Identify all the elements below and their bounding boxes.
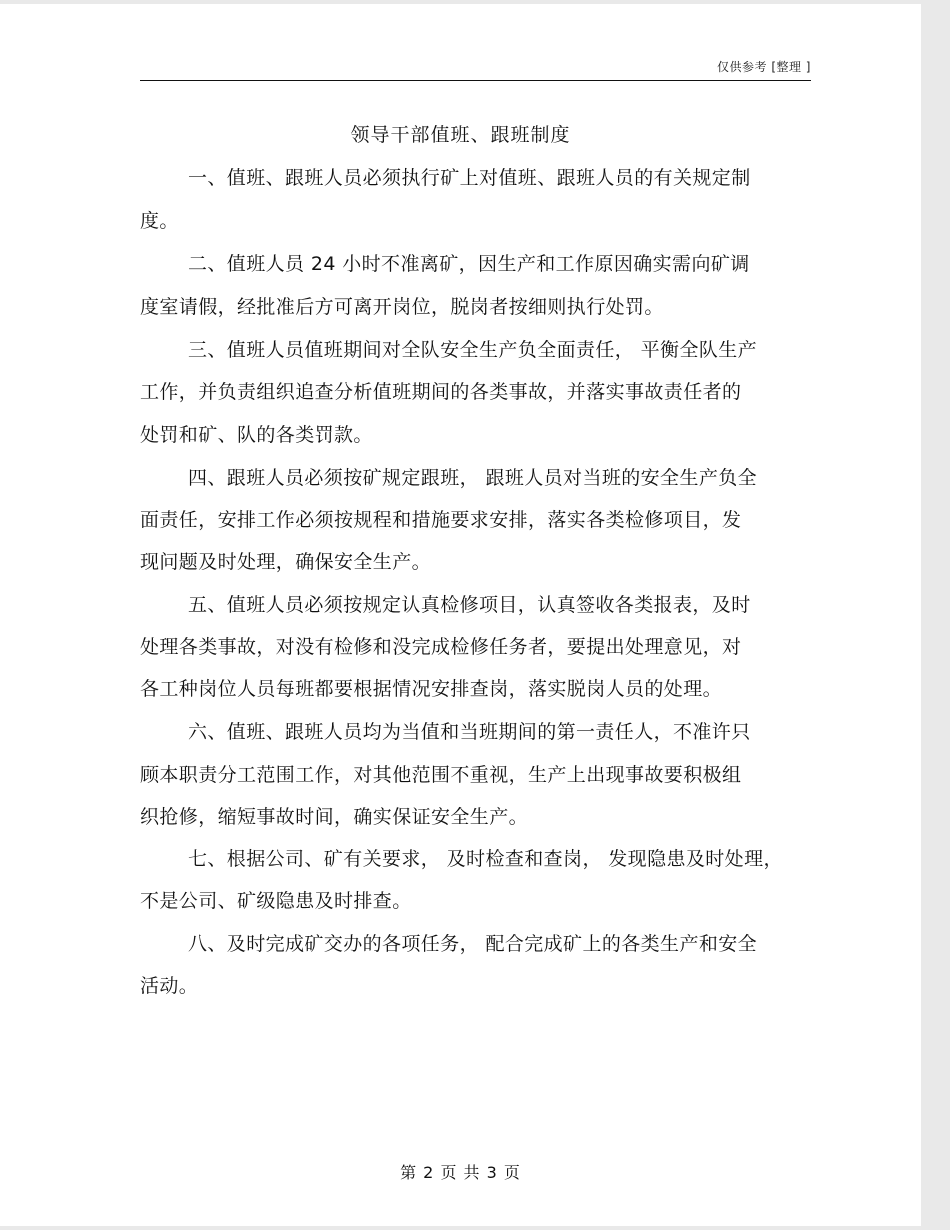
paragraph-line: 度。 [140,210,179,232]
paragraph-line: 织抢修，缩短事故时间，确实保证安全生产。 [140,806,529,828]
document-page [0,4,921,1226]
paragraph-line: 八、及时完成矿交办的各项任务， 配合完成矿上的各类生产和安全 [188,933,758,955]
paragraph-line: 四、跟班人员必须按矿规定跟班， 跟班人员对当班的安全生产负全 [188,467,758,489]
paragraph-line: 面责任，安排工作必须按规程和措施要求安排，落实各类检修项目，发 [140,509,742,531]
paragraph-line: 顾本职责分工范围工作，对其他范围不重视，生产上出现事故要积极组 [140,764,742,786]
paragraph-line: 活动。 [140,975,199,997]
paragraph-line: 二、值班人员 24 小时不准离矿，因生产和工作原因确实需向矿调 [188,253,750,275]
paragraph-line: 度室请假，经批准后方可离开岗位，脱岗者按细则执行处罚。 [140,296,664,318]
paragraph-line: 三、值班人员值班期间对全队安全生产负全面责任， 平衡全队生产 [188,339,758,361]
paragraph-line: 现问题及时处理，确保安全生产。 [140,551,432,573]
document-title: 领导干部值班、跟班制度 [350,124,571,146]
paragraph-line: 一、值班、跟班人员必须执行矿上对值班、跟班人员的有关规定制 [188,167,751,189]
header-note: 仅供参考 [整理 ] [717,60,811,74]
paragraph-line: 工作，并负责组织追查分析值班期间的各类事故，并落实事故责任者的 [140,381,742,403]
paragraph-line: 处理各类事故，对没有检修和没完成检修任务者，要提出处理意见，对 [140,636,742,658]
paragraph-line: 五、值班人员必须按规定认真检修项目，认真签收各类报表，及时 [188,594,751,616]
paragraph-line: 各工种岗位人员每班都要根据情况安排查岗，落实脱岗人员的处理。 [140,678,723,700]
paragraph-line: 六、值班、跟班人员均为当值和当班期间的第一责任人，不准许只 [188,721,751,743]
paragraph-line: 处罚和矿、队的各类罚款。 [140,424,373,446]
paragraph-line: 七、根据公司、矿有关要求， 及时检查和查岗， 发现隐患及时处理， [188,848,783,870]
page-header [140,58,811,81]
page-number: 第 2 页 共 3 页 [400,1163,521,1182]
paragraph-line: 不是公司、矿级隐患及时排查。 [140,890,412,912]
